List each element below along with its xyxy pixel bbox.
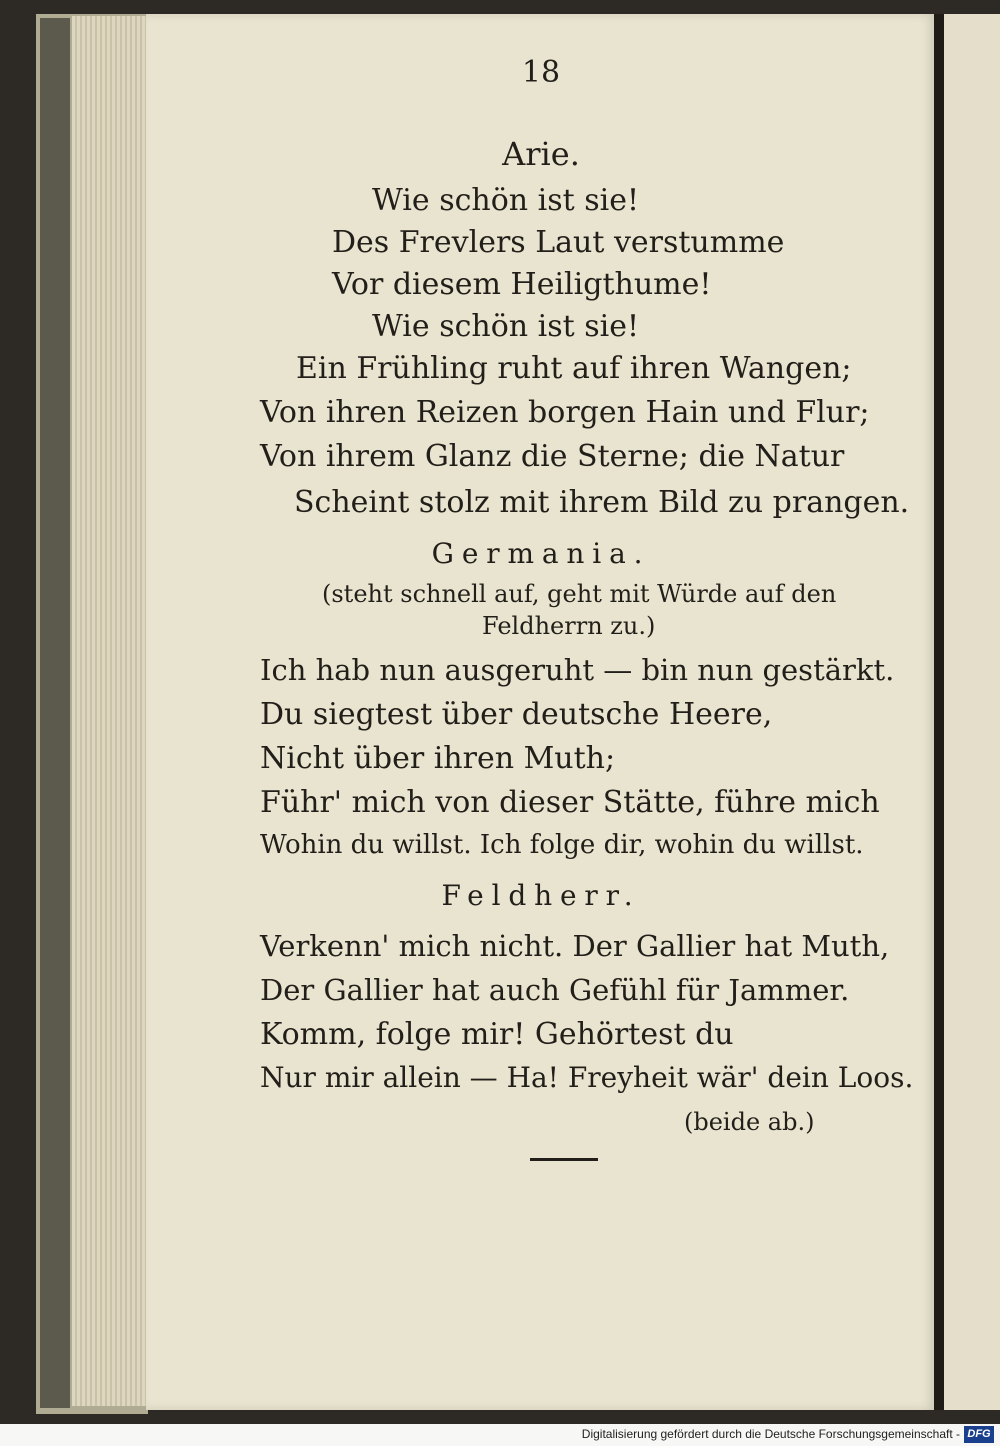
verse-line: Vor diesem Heiligthume! [332,267,712,302]
verse-line: Wie schön ist sie! [372,183,640,218]
verse-line: Verkenn' mich nicht. Der Gallier hat Muth, [260,929,890,963]
verse-line: Der Gallier hat auch Gefühl für Jammer. [260,973,850,1007]
verse-line: Du siegtest über deutsche Heere, [260,697,773,732]
verse-line: Wie schön ist sie! [372,309,640,344]
book-page [146,14,936,1410]
facing-page-edge [944,14,1000,1410]
speaker-heading-arie: Arie. [502,135,580,173]
verse-line: Scheint stolz mit ihrem Bild zu prangen. [294,485,910,520]
stage-direction: (beide ab.) [684,1108,815,1136]
page-edges [72,16,146,1406]
verse-line: Komm, folge mir! Gehörtest du [260,1017,734,1052]
verse-line: Ein Frühling ruht auf ihren Wangen; [296,351,852,386]
verse-line: Nur mir allein — Ha! Freyheit wär' dein Loos. [260,1061,914,1094]
stage-direction: Feldherrn zu.) [482,612,656,640]
book-cover-shadow [40,18,70,1408]
verse-line: Nicht über ihren Muth; [260,741,616,776]
verse-line: Von ihrem Glanz die Sterne; die Natur [260,439,845,474]
footer-bar [0,1424,1000,1446]
speaker-heading-feldherr: Feldherr. [441,879,641,912]
verse-line: Des Frevlers Laut verstumme [332,225,785,260]
stage-direction: (steht schnell auf, geht mit Würde auf den [322,580,837,608]
funding-credit: Digitalisierung gefördert durch die Deutsche Forschungsgemeinschaft - [581,1427,960,1441]
page-number: 18 [521,55,561,90]
closing-rule [530,1158,598,1161]
dfg-logo: DFG [964,1426,994,1443]
verse-line: Führ' mich von dieser Stätte, führe mich [260,785,880,820]
verse-line: Ich hab nun ausgeruht — bin nun gestärkt. [260,653,895,687]
verse-line: Von ihren Reizen borgen Hain und Flur; [260,395,870,430]
speaker-heading-germania: Germania. [431,537,651,570]
book-gutter [934,14,944,1410]
facing-page-fragment [952,214,1000,260]
verse-line: Wohin du willst. Ich folge dir, wohin du willst. [260,830,864,860]
